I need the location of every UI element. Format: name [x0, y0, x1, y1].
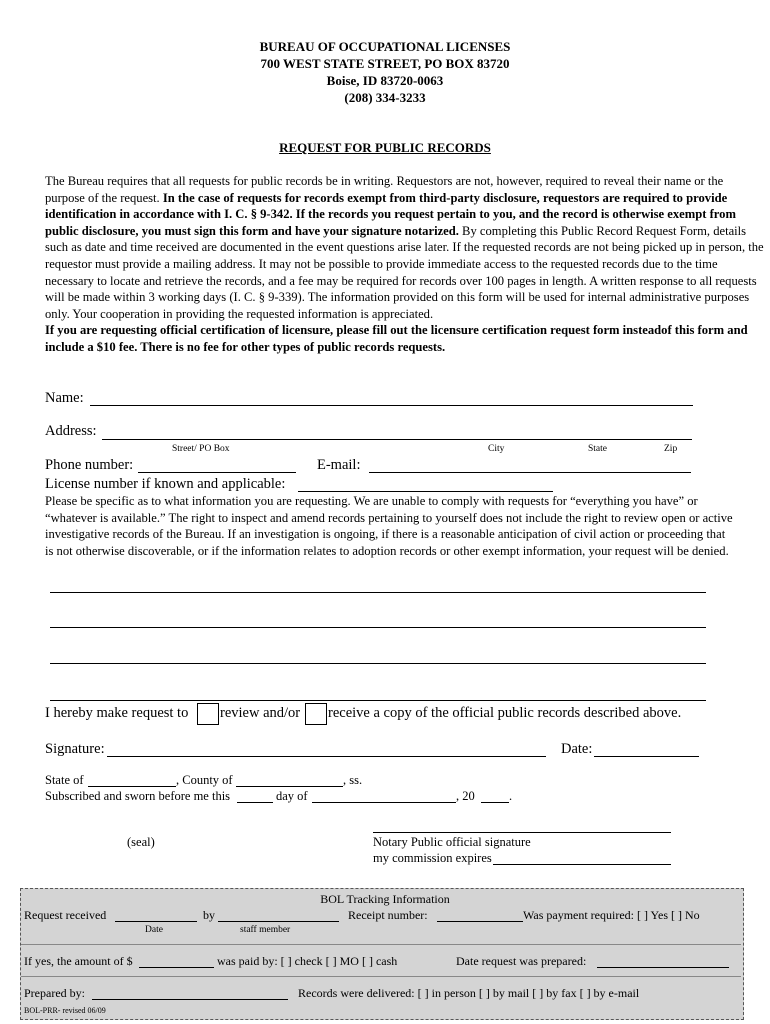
tracking-divider-2: [21, 976, 741, 977]
date-label: Date:: [561, 741, 593, 757]
commission-field[interactable]: [493, 864, 671, 865]
request-text-1: I hereby make request to: [45, 705, 189, 721]
sworn-label: Subscribed and sworn before me this: [45, 789, 231, 803]
delivered-options[interactable]: Records were delivered: [ ] in person [ ] by mail [ ] by fax [ ] by e-mail: [298, 986, 640, 1000]
sworn-day-field[interactable]: [237, 802, 273, 803]
revision-label: BOL-PRR- revised 06/09: [24, 1006, 106, 1015]
address-field[interactable]: [102, 439, 692, 440]
state-caption: State: [588, 444, 607, 454]
description-line-1[interactable]: [50, 592, 706, 593]
intro-text-2: By completing this Public Record Request Form, details such as date and time received are documented in the event questions arise later. If the requested records are not being picked up in person, the requestor must provide a mailing address. It may not be possible to provide immediate access to the requested records due to the time necessary to locate and retrieve the records, and a fee may be required for records over 100 pages in length. A written response to all requests will be made within 3 working days (I. C. § 9-339). The information provided on this form will be used for internal administrative purposes only. Your cooperation in providing the requested information is appreciated.: [45, 223, 764, 321]
paid-by-options[interactable]: was paid by: [ ] check [ ] MO [ ] cash: [217, 954, 398, 968]
by-label: by: [203, 908, 215, 922]
org-phone: (208) 334-3233: [344, 90, 426, 105]
org-name: BUREAU OF OCCUPATIONAL LICENSES: [259, 39, 511, 54]
intro-text-bold: In the case of requests for records exempt from third-party disclosure, requestors are required to provide identification in accordance with I. C. § 9-342. If the records you request pertain to you, and the record is otherwise exempt from public disclosure, you must sign this form and have your signature notarized.: [45, 190, 736, 238]
street-caption: Street/ PO Box: [172, 444, 230, 454]
zip-caption: Zip: [664, 444, 678, 454]
signature-label: Signature:: [45, 741, 105, 757]
notary-ss: , ss.: [343, 773, 363, 787]
prepared-by-field[interactable]: [92, 999, 288, 1000]
sworn-month-field[interactable]: [312, 802, 456, 803]
staff-caption: staff member: [240, 925, 291, 935]
request-text-2: review and/or: [220, 705, 301, 721]
email-label: E-mail:: [317, 457, 361, 473]
commission-label: my commission expires: [373, 851, 492, 865]
notary-state-label: State of: [45, 773, 84, 787]
request-received-field[interactable]: [115, 921, 197, 922]
county-field[interactable]: [236, 786, 343, 787]
org-street: 700 WEST STATE STREET, PO BOX 83720: [260, 56, 510, 71]
amount-label: If yes, the amount of $: [24, 954, 133, 968]
state-of-field[interactable]: [88, 786, 176, 787]
email-field[interactable]: [369, 472, 691, 473]
address-label: Address:: [45, 423, 97, 439]
date-caption: Date: [145, 925, 163, 935]
notary-county-label: , County of: [176, 773, 233, 787]
name-field[interactable]: [90, 405, 693, 406]
receipt-number-label: Receipt number:: [348, 908, 428, 922]
description-line-2[interactable]: [50, 627, 706, 628]
license-field[interactable]: [298, 491, 553, 492]
license-label: License number if known and applicable:: [45, 476, 286, 492]
intro-certification-note: If you are requesting official certification of licensure, please fill out the licensure certification request form insteadof this form and include a $10 fee. There is no fee for other types of public records requests.: [45, 323, 748, 354]
phone-label: Phone number:: [45, 457, 134, 473]
intro-paragraph: [45, 173, 765, 356]
request-received-label: Request received: [24, 908, 107, 922]
payment-required[interactable]: Was payment required: [ ] Yes [ ] No: [523, 908, 700, 922]
tracking-title: BOL Tracking Information: [320, 892, 450, 906]
page-title: REQUEST FOR PUBLIC RECORDS: [279, 140, 491, 155]
specific-paragraph: Please be specific as to what information you are requesting. We are unable to comply with requests for “everything you have” or “whatever is available.” The right to inspect and amend records pertaining to yourself does not include the right to review open or active investigative records of the Bureau. If an investigation is ongoing, if there is a reasonable anticipation of civil action or proceeding that is not otherwise discoverable, or if the information relates to adoption records or other exempt information, your request will be denied.: [45, 494, 733, 558]
day-of-label: day of: [276, 789, 308, 803]
date-prepared-label: Date request was prepared:: [456, 954, 587, 968]
intro-text-1: The Bureau requires that all requests for public records be in writing. Requestors are not, however, required to reveal their name or the purpose of the request.: [45, 174, 724, 205]
notary-signature-field[interactable]: [373, 832, 671, 833]
sworn-year-field[interactable]: [481, 802, 509, 803]
review-checkbox[interactable]: [197, 703, 219, 725]
description-line-4[interactable]: [50, 700, 706, 701]
city-caption: City: [488, 444, 505, 454]
phone-field[interactable]: [138, 472, 296, 473]
date-prepared-field[interactable]: [597, 967, 729, 968]
name-label: Name:: [45, 390, 84, 406]
year-period: .: [509, 789, 513, 803]
request-text-3: receive a copy of the official public records described above.: [328, 705, 682, 721]
staff-member-field[interactable]: [218, 921, 339, 922]
org-city: Boise, ID 83720-0063: [326, 73, 444, 88]
year-label: , 20: [456, 789, 475, 803]
amount-field[interactable]: [139, 967, 214, 968]
date-field[interactable]: [594, 756, 699, 757]
tracking-divider-1: [21, 944, 741, 945]
receive-copy-checkbox[interactable]: [305, 703, 327, 725]
seal-label: (seal): [127, 835, 155, 849]
signature-field[interactable]: [107, 756, 546, 757]
notary-signature-label: Notary Public official signature: [373, 835, 531, 849]
receipt-number-field[interactable]: [437, 921, 523, 922]
prepared-by-label: Prepared by:: [24, 986, 85, 1000]
description-line-3[interactable]: [50, 663, 706, 664]
